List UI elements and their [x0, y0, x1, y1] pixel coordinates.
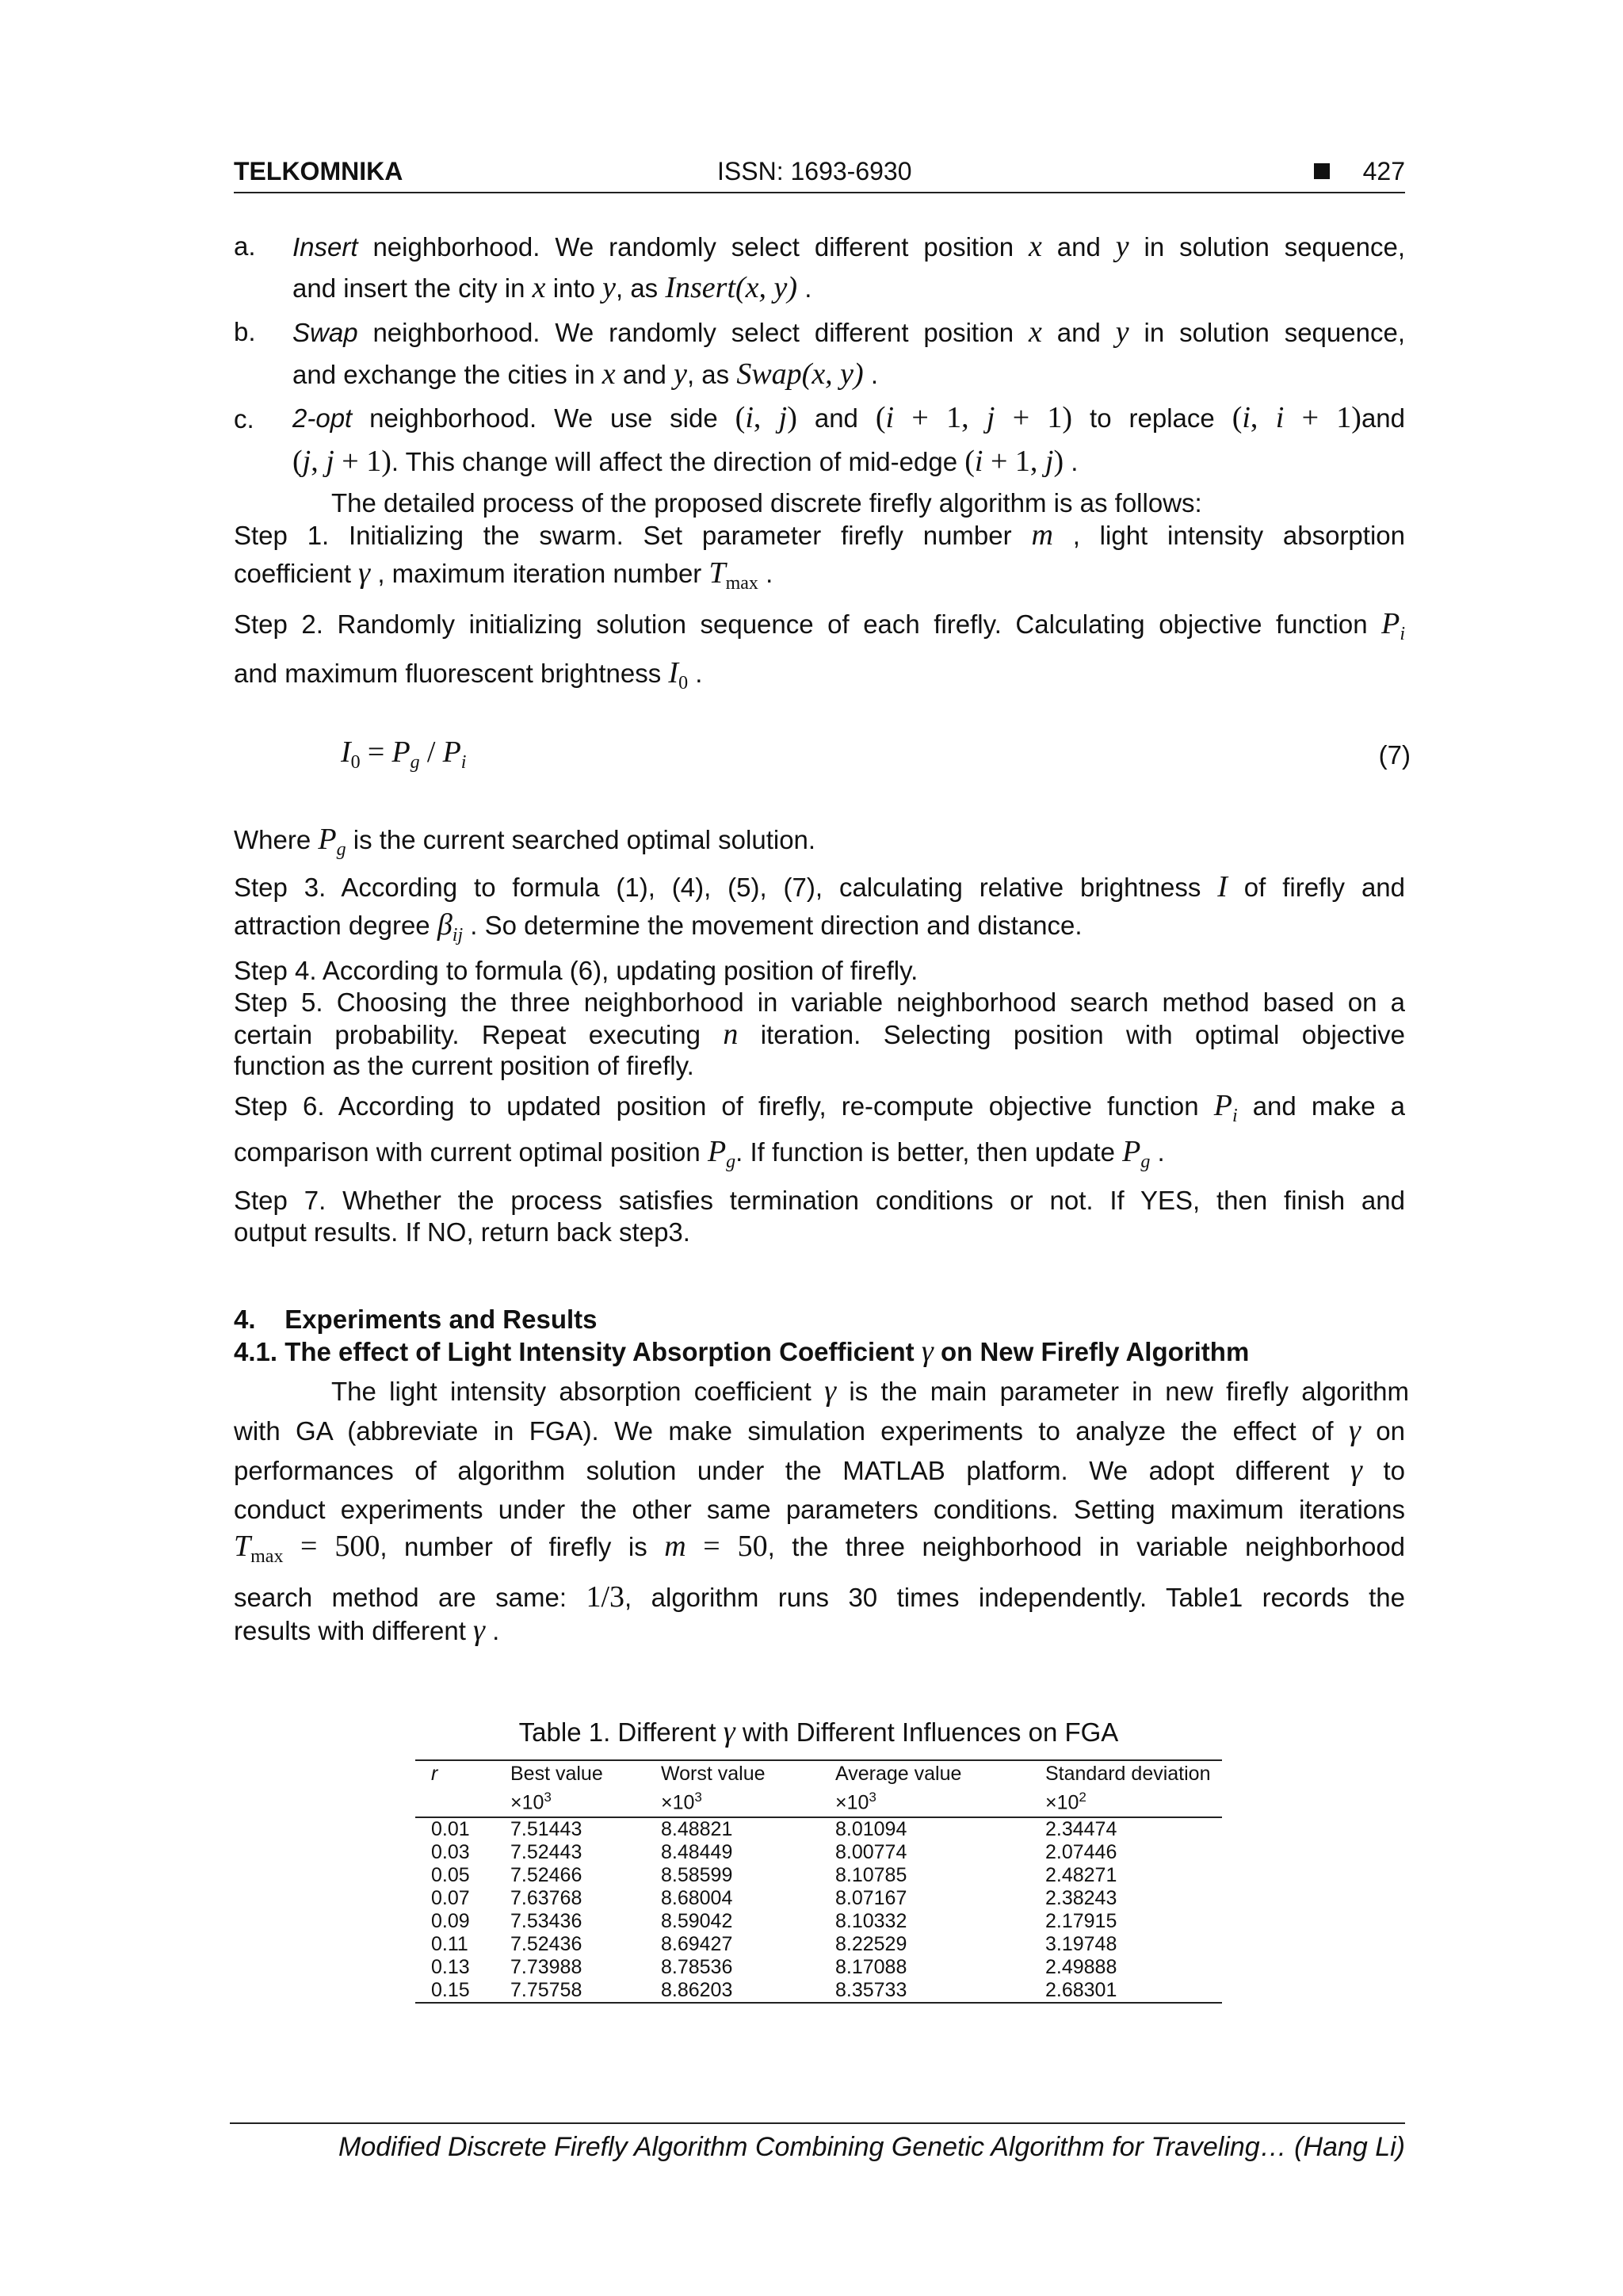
- swap-text: neighborhood. We randomly select different position: [372, 318, 1014, 347]
- equation-7: $I_0 = P_g / P_i$ (7): [341, 735, 1411, 773]
- table-header-cell: [495, 1760, 645, 1817]
- table-cell: 7.73988: [510, 1956, 582, 1979]
- para-line-1: The light intensity absorption coefficient γ is the main parameter in new firefly algorithm: [331, 1374, 1409, 1408]
- step-6-line-1: Step 6. According to updated position of firefly, re-compute objective function $P_i$ and make a: [234, 1089, 1405, 1126]
- para-text-b: is the main parameter in new firefly algorithm: [849, 1377, 1409, 1406]
- to-replace-text: to replace: [1090, 403, 1215, 433]
- header-label: Standard deviation: [1045, 1763, 1211, 1785]
- table-cell: 2.34474: [1045, 1818, 1117, 1841]
- where-line: Where $P_g$ is the current searched optimal solution.: [234, 823, 816, 860]
- step-1-text-c: coefficient: [234, 559, 351, 588]
- para-line-6: search method are same: 1/3, algorithm runs 30 times independently. Table1 records the: [234, 1580, 1405, 1614]
- table-header-cell: [415, 1760, 495, 1817]
- table-cell: 8.48821: [661, 1818, 733, 1841]
- step-2-line-1: Step 2. Randomly initializing solution sequence of each firefly. Calculating objective function $P_i$: [234, 607, 1406, 644]
- page-number-area: [1314, 157, 1405, 186]
- and-text: and: [1056, 232, 1101, 262]
- insert-name: Insert: [292, 232, 358, 262]
- step-1-text-d: , maximum iteration number: [377, 559, 702, 588]
- page-number: 427: [1362, 157, 1405, 185]
- caption-text: Table 1. Different: [518, 1717, 716, 1747]
- table-cell: 8.17088: [835, 1956, 907, 1979]
- header-unit: [1045, 1786, 1222, 1814]
- table-row: [415, 1933, 1222, 1956]
- para-text-6b: , algorithm runs 30 times independently. Table1 records the: [624, 1583, 1405, 1612]
- header-label: Best value: [510, 1763, 603, 1785]
- step-1-text: Step 1. Initializing the swarm. Set parameter firefly number: [234, 521, 1012, 550]
- table-cell: 7.52466: [510, 1864, 582, 1887]
- two-opt-text-2: . This change will affect the direction of mid-edge: [391, 447, 958, 476]
- header-label: r: [431, 1763, 438, 1785]
- swap-formula: Swap(x, y): [736, 357, 864, 391]
- page-header: [234, 155, 1405, 193]
- table-cell: 8.68004: [661, 1887, 733, 1910]
- item-label-a: a.: [234, 231, 256, 261]
- step-3-text-c: attraction degree: [234, 911, 430, 940]
- table-cell: 8.48449: [661, 1841, 733, 1864]
- table-cell: 8.86203: [661, 1979, 733, 2002]
- header-label: Average value: [835, 1763, 962, 1785]
- swap-line-2: and exchange the cities in x and y, as Swap(x, y) .: [292, 357, 879, 391]
- step-5-text-b: certain probability. Repeat executing: [234, 1020, 701, 1049]
- where-text-b: is the current searched optimal solution.: [353, 825, 816, 854]
- table-cell: 7.52443: [510, 1841, 582, 1864]
- in-seq-text: in solution sequence,: [1144, 318, 1405, 347]
- unit-exponent: 3: [869, 1790, 876, 1805]
- where-text: Where: [234, 825, 311, 854]
- table-cell: 2.17915: [1045, 1910, 1117, 1933]
- step-1-line-2: coefficient γ , maximum iteration number $T_{max}$ .: [234, 556, 773, 594]
- insert-formula: Insert(x, y): [665, 271, 798, 304]
- table-row: [415, 1887, 1222, 1910]
- table-cell: 7.52436: [510, 1933, 582, 1956]
- issn: ISSN: 1693-6930: [717, 157, 912, 185]
- unit-base: ×10: [510, 1791, 544, 1814]
- and-text: and: [1361, 403, 1405, 433]
- table-cell: 0.11: [431, 1933, 468, 1956]
- table-cell: 0.09: [431, 1910, 470, 1933]
- insert-line-2: and insert the city in x into y, as Insert(x, y) .: [292, 271, 812, 304]
- para-line-7: results with different γ .: [234, 1614, 500, 1647]
- insert-line-1: Insert neighborhood. We randomly select different position x and y in solution sequence,: [292, 230, 1405, 263]
- step-7-line-2: output results. If NO, return back step3.: [234, 1217, 690, 1247]
- para-text-6: search method are same:: [234, 1583, 567, 1612]
- table-cell: 7.75758: [510, 1979, 582, 2002]
- para-text-7: results with different: [234, 1616, 466, 1645]
- results-table: [415, 1759, 1222, 2004]
- table-cell: 8.78536: [661, 1956, 733, 1979]
- step-1-text-b: , light intensity absorption: [1072, 521, 1405, 550]
- table-cell: 2.48271: [1045, 1864, 1117, 1887]
- swap-line-1: Swap neighborhood. We randomly select different position x and y in solution sequence,: [292, 315, 1405, 349]
- insert-text-2: and insert the city in: [292, 273, 525, 303]
- para-text-2b: on: [1376, 1416, 1405, 1446]
- and-text: and: [814, 403, 858, 433]
- subsection-title-tail: on New Firefly Algorithm: [940, 1337, 1250, 1366]
- table-header-cell: [1029, 1760, 1222, 1817]
- unit-exponent: 3: [544, 1790, 552, 1805]
- table-cell: 8.58599: [661, 1864, 733, 1887]
- step-3-text-d: . So determine the movement direction and distance.: [470, 911, 1083, 940]
- header-label: Worst value: [661, 1763, 766, 1785]
- step-2-line-2: and maximum fluorescent brightness $I_0$ .: [234, 656, 703, 693]
- step-3-line-2: attraction degree $\beta_{ij}$ . So determine the movement direction and distance.: [234, 908, 1083, 946]
- table-cell: 3.19748: [1045, 1933, 1117, 1956]
- table-cell: 8.07167: [835, 1887, 907, 1910]
- item-label-b: b.: [234, 317, 256, 346]
- item-label-c: c.: [234, 404, 254, 434]
- para-text-5b: , the three neighborhood in variable neighborhood: [767, 1532, 1406, 1561]
- table-row: [415, 1956, 1222, 1979]
- table-cell: 8.35733: [835, 1979, 907, 2002]
- process-intro: The detailed process of the proposed discrete firefly algorithm is as follows:: [331, 488, 1202, 518]
- para-text-3b: to: [1383, 1456, 1405, 1485]
- header-unit: [835, 1786, 1029, 1814]
- step-6-text-b: and make a: [1252, 1091, 1405, 1121]
- step-2-text-b: and maximum fluorescent brightness: [234, 659, 662, 688]
- as-text: , as: [615, 273, 659, 303]
- para-line-5: $T_{max} = 500$, number of firefly is m = 50, the three neighborhood in variable neighborhood: [234, 1530, 1406, 1567]
- step-3-text-b: of firefly and: [1243, 873, 1406, 902]
- para-line-2: with GA (abbreviate in FGA). We make simulation experiments to analyze the effect of γ on: [234, 1414, 1405, 1447]
- unit-base: ×10: [835, 1791, 869, 1814]
- table-cell: 0.13: [431, 1956, 470, 1979]
- step-2-text: Step 2. Randomly initializing solution sequence of each firefly. Calculating objective function: [234, 609, 1368, 639]
- step-6-text: Step 6. According to updated position of firefly, re-compute objective function: [234, 1091, 1199, 1121]
- table-cell: 0.05: [431, 1864, 470, 1887]
- as-text-2: , as: [686, 360, 730, 389]
- insert-text: neighborhood. We randomly select different position: [372, 232, 1014, 262]
- unit-base: ×10: [1045, 1791, 1079, 1814]
- table-cell: 0.15: [431, 1979, 470, 2002]
- step-5-text-c: iteration. Selecting position with optimal objective: [760, 1020, 1405, 1049]
- header-unit: [510, 1786, 645, 1814]
- step-3-line-1: Step 3. According to formula (1), (4), (5), (7), calculating relative brightness I of firefly and: [234, 870, 1406, 904]
- table-cell: 7.63768: [510, 1887, 582, 1910]
- step-6-text-d: . If function is better, then update: [735, 1137, 1115, 1167]
- table-row: [415, 1864, 1222, 1887]
- square-bullet-icon: [1314, 163, 1330, 179]
- caption-text-b: with Different Influences on FGA: [742, 1717, 1119, 1747]
- table-row: [415, 1817, 1222, 1841]
- step-7-line-1: Step 7. Whether the process satisfies termination conditions or not. If YES, then finish and: [234, 1186, 1405, 1215]
- table-row: [415, 1910, 1222, 1933]
- table-cell: 0.03: [431, 1841, 470, 1864]
- para-line-4: conduct experiments under the other same parameters conditions. Setting maximum iterations: [234, 1495, 1405, 1524]
- table-header-cell: [819, 1760, 1029, 1817]
- section-4-heading: 4. Experiments and Results: [234, 1305, 598, 1334]
- unit-base: ×10: [661, 1791, 695, 1814]
- page-footer: Modified Discrete Firefly Algorithm Combining Genetic Algorithm for Traveling… (Hang Li): [230, 2122, 1405, 2163]
- table-caption: Table 1. Different γ with Different Influences on FGA: [518, 1715, 1119, 1748]
- unit-exponent: 2: [1079, 1790, 1086, 1805]
- table-cell: 8.59042: [661, 1910, 733, 1933]
- table-row: [415, 1841, 1222, 1864]
- table-cell: 2.49888: [1045, 1956, 1117, 1979]
- para-text-2: with GA (abbreviate in FGA). We make simulation experiments to analyze the effect of: [234, 1416, 1334, 1446]
- and-text-2: and: [622, 360, 666, 389]
- table-cell: 2.38243: [1045, 1887, 1117, 1910]
- step-1-line-1: Step 1. Initializing the swarm. Set parameter firefly number m , light intensity absorption: [234, 518, 1405, 552]
- two-opt-text: neighborhood. We use side: [369, 403, 718, 433]
- table-cell: 8.01094: [835, 1818, 907, 1841]
- table-cell: 0.01: [431, 1818, 470, 1841]
- equation-number: (7): [1378, 740, 1411, 770]
- table-cell: 8.10785: [835, 1864, 907, 1887]
- table-body: [415, 1817, 1222, 2003]
- table-header-row: [415, 1760, 1222, 1817]
- table-cell: 0.07: [431, 1887, 470, 1910]
- and-text: and: [1056, 318, 1101, 347]
- subsection-title: 4.1. The effect of Light Intensity Absorption Coefficient: [234, 1337, 915, 1366]
- para-text-3: performances of algorithm solution under the MATLAB platform. We adopt different: [234, 1456, 1330, 1485]
- table-cell: 8.69427: [661, 1933, 733, 1956]
- table-cell: 8.22529: [835, 1933, 907, 1956]
- table-cell: 7.51443: [510, 1818, 582, 1841]
- table-header-cell: [645, 1760, 819, 1817]
- two-opt-line-2: (j, j + 1). This change will affect the direction of mid-edge (i + 1, j) .: [292, 445, 1079, 478]
- into-text: into: [552, 273, 595, 303]
- two-opt-name: 2-opt: [292, 403, 353, 433]
- step-5-line-1: Step 5. Choosing the three neighborhood in variable neighborhood search method based on a: [234, 988, 1405, 1017]
- table-cell: 2.68301: [1045, 1979, 1117, 2002]
- step-3-text: Step 3. According to formula (1), (4), (5), (7), calculating relative brightness: [234, 873, 1201, 902]
- step-4: Step 4. According to formula (6), updating position of firefly.: [234, 956, 918, 985]
- swap-text-2: and exchange the cities in: [292, 360, 595, 389]
- table-cell: 8.10332: [835, 1910, 907, 1933]
- para-text-5: , number of firefly is: [380, 1532, 647, 1561]
- header-unit: [661, 1786, 819, 1814]
- section-4-1-heading: 4.1. The effect of Light Intensity Absorption Coefficient γ on New Firefly Algorithm: [234, 1335, 1250, 1368]
- in-seq-text: in solution sequence,: [1144, 232, 1405, 262]
- step-6-line-2: comparison with current optimal position $P_g$. If function is better, then update $P_g$ .: [234, 1135, 1165, 1172]
- step-5-line-3: function as the current position of firefly.: [234, 1051, 694, 1080]
- step-5-line-2: certain probability. Repeat executing n iteration. Selecting position with optimal objective: [234, 1018, 1405, 1051]
- para-text: The light intensity absorption coefficient: [331, 1377, 812, 1406]
- unit-exponent: 3: [694, 1790, 702, 1805]
- table-row: [415, 1979, 1222, 2003]
- journal-name: TELKOMNIKA: [234, 157, 403, 185]
- table-cell: 8.00774: [835, 1841, 907, 1864]
- table-cell: 7.53436: [510, 1910, 582, 1933]
- table-cell: 2.07446: [1045, 1841, 1117, 1864]
- step-6-text-c: comparison with current optimal position: [234, 1137, 701, 1167]
- swap-name: Swap: [292, 318, 358, 347]
- para-line-3: performances of algorithm solution under the MATLAB platform. We adopt different γ to: [234, 1454, 1405, 1487]
- two-opt-line-1: 2-opt neighborhood. We use side (i, j) and (i + 1, j + 1) to replace (i, i + 1)and: [292, 401, 1405, 434]
